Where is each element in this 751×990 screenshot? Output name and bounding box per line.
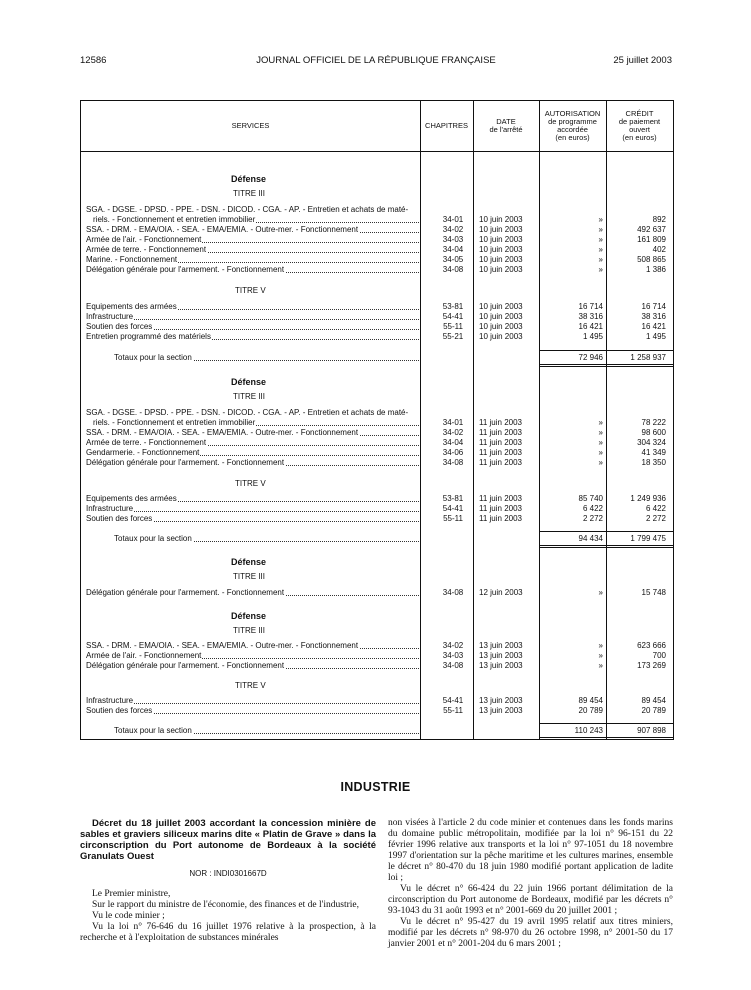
service-label: [93, 418, 419, 427]
chapter-cell: 34-08: [442, 265, 464, 274]
credit-cell: 508 865: [637, 255, 666, 264]
date-cell: 10 juin 2003: [479, 255, 523, 264]
total-row: [81, 534, 673, 543]
date-cell: 11 juin 2003: [479, 438, 522, 447]
service-text: SGA. - DGSE. - DPSD. - PPE. - DSN. - DICOD. - CGA. - AP. - Entretien et achats de maté-: [86, 408, 409, 417]
chapter-cell: 34-02: [442, 225, 464, 234]
authorization-cell: »: [598, 418, 603, 427]
authorization-cell: »: [598, 265, 603, 274]
credit-cell: 15 748: [641, 588, 666, 597]
total-text: Totaux pour la section: [114, 726, 192, 735]
table-header: [81, 101, 673, 152]
credits-table: [80, 100, 674, 740]
date-cell: 11 juin 2003: [479, 458, 522, 467]
header-ap-line: (en euros): [555, 133, 590, 142]
credit-cell: 1 495: [645, 332, 666, 341]
authorization-cell: »: [598, 588, 603, 597]
total-credit: 1 258 937: [630, 353, 666, 362]
chapter-cell: 34-06: [442, 448, 464, 457]
chapter-cell: 34-04: [442, 438, 464, 447]
chapter-cell: 53-81: [442, 302, 464, 311]
chapter-cell: 55-11: [443, 706, 463, 715]
authorization-cell: 16 714: [578, 302, 603, 311]
service-text: Soutien des forces: [86, 514, 153, 523]
service-label: [86, 438, 419, 447]
credit-cell: 6 422: [645, 504, 666, 513]
service-label: [86, 205, 419, 214]
header-cr-line: ouvert: [629, 125, 650, 134]
decree-paragraph: Vu la loi n° 76-646 du 16 juillet 1976 relative à la prospection, à la recherche et à l'exploitation de substances minérales: [80, 922, 376, 943]
table-row: [81, 438, 673, 447]
service-text: Délégation générale pour l'armement. - Fonctionnement: [86, 661, 285, 670]
service-label: [86, 448, 419, 457]
header-services: [81, 101, 420, 151]
service-label: [86, 332, 419, 341]
total-double-rule: [539, 545, 673, 548]
date-cell: 10 juin 2003: [479, 312, 523, 321]
credit-cell: 98 600: [641, 428, 666, 437]
section-title-defense: Défense: [231, 557, 267, 567]
service-text: SSA. - DRM. - EMA/OIA. - SEA. - EMA/EMIA. - Outre-mer. - Fonctionnement: [86, 428, 359, 437]
date-cell: 10 juin 2003: [479, 235, 523, 244]
table-row: [81, 706, 673, 715]
table-row: [81, 514, 673, 523]
date-cell: 10 juin 2003: [479, 225, 523, 234]
chapter-cell: 34-02: [442, 428, 464, 437]
service-label: [86, 494, 419, 503]
total-double-rule: [539, 737, 673, 740]
total-authorization: 94 434: [578, 534, 603, 543]
credit-cell: 492 637: [637, 225, 666, 234]
total-authorization: 72 946: [578, 353, 603, 362]
titre-iii-label: TITRE III: [233, 392, 265, 401]
total-double-rule: [539, 364, 673, 367]
credit-cell: 78 222: [641, 418, 666, 427]
credit-cell: 1 386: [645, 265, 666, 274]
authorization-cell: »: [598, 428, 603, 437]
decree-paragraph: non visées à l'article 2 du code minier et contenues dans les fonds marins du domaine public métropolitain, modifiée par la loi n° 96-151 du 22 février 1996 relative aux transports et la loi n° 97-1051 du 18 novembre 1997 d'orientation sur la pêche maritime et les cultures marines, ensemble le décret n° 80-470 du 18 juin 1980 modifié portant application de ladite loi ;: [388, 818, 673, 883]
chapter-cell: 34-01: [442, 418, 464, 427]
decree-title: Décret du 18 juillet 2003 accordant la concession minière de sables et graviers siliceux marins dite « Platin de Grave » dans la circonscription du Port autonome de Bordeaux à la société Granulats Ouest: [80, 818, 376, 862]
service-label: [86, 696, 419, 705]
table-row: [81, 235, 673, 244]
titre-iii-label: TITRE III: [233, 189, 265, 198]
chapter-cell: 34-04: [442, 245, 464, 254]
date-cell: 10 juin 2003: [479, 322, 523, 331]
page-number: 12586: [80, 55, 107, 66]
service-text: Armée de terre. - Fonctionnement: [86, 438, 207, 447]
service-text: Armée de l'air. - Fonctionnement: [86, 235, 202, 244]
service-text: Equipements des armées: [86, 302, 177, 311]
date-cell: 11 juin 2003: [479, 514, 522, 523]
table-row: [81, 332, 673, 341]
credit-cell: 173 269: [637, 661, 666, 670]
credit-cell: 623 666: [637, 641, 666, 650]
service-text: Armée de l'air. - Fonctionnement: [86, 651, 202, 660]
titre-iii-label: TITRE III: [233, 572, 265, 581]
authorization-cell: »: [598, 438, 603, 447]
service-label: [86, 661, 419, 670]
decree-paragraph: Vu le décret n° 66-424 du 22 juin 1966 portant délimitation de la circonscription du Port autonome de Bordeaux, modifié par les décrets n° 93-1043 du 31 août 1993 et n° 2001-669 du 20 juillet 2001 ;: [388, 884, 673, 916]
header-chapitres: [420, 101, 473, 151]
chapter-cell: 55-11: [443, 322, 463, 331]
header-chapitres-label: CHAPITRES: [425, 121, 468, 130]
service-label: [86, 235, 419, 244]
header-date: [473, 101, 539, 151]
authorization-cell: »: [598, 245, 603, 254]
header-date-line: DATE: [496, 117, 516, 126]
service-text: Gendarmerie. - Fonctionnement: [86, 448, 200, 457]
table-row: [81, 588, 673, 597]
header-credit: [606, 101, 673, 151]
total-text: Totaux pour la section: [114, 353, 192, 362]
authorization-cell: »: [598, 651, 603, 660]
service-label: [86, 651, 419, 660]
service-label: [93, 215, 419, 224]
table-row: [81, 661, 673, 670]
date-cell: 13 juin 2003: [479, 651, 523, 660]
date-cell: 13 juin 2003: [479, 706, 523, 715]
decree-paragraph: Vu le code minier ;: [92, 911, 165, 921]
total-label: [114, 726, 419, 735]
service-text: Armée de terre. - Fonctionnement: [86, 245, 207, 254]
leader-dots: [86, 511, 419, 512]
table-row: [81, 302, 673, 311]
authorization-cell: »: [598, 235, 603, 244]
decree-paragraph: Le Premier ministre,: [92, 889, 171, 899]
credit-cell: 402: [652, 245, 666, 254]
header-autorisation: [539, 101, 606, 151]
chapter-cell: 54-41: [442, 696, 464, 705]
table-row: [81, 418, 673, 427]
service-text: Délégation générale pour l'armement. - Fonctionnement: [86, 265, 285, 274]
service-label: [86, 322, 419, 331]
table-row: [81, 312, 673, 321]
total-label: [114, 353, 419, 362]
titre-v-label: TITRE V: [235, 479, 266, 488]
service-label: [86, 408, 419, 417]
authorization-cell: »: [598, 225, 603, 234]
section-title-defense: Défense: [231, 611, 267, 621]
authorization-cell: 1 495: [582, 332, 603, 341]
authorization-cell: »: [598, 458, 603, 467]
authorization-cell: »: [598, 255, 603, 264]
table-row: [81, 651, 673, 660]
table-row: [81, 255, 673, 264]
header-ap-line: accordée: [557, 125, 588, 134]
chapter-cell: 34-08: [442, 661, 464, 670]
service-text: Délégation générale pour l'armement. - Fonctionnement: [86, 458, 285, 467]
credit-cell: 2 272: [645, 514, 666, 523]
titre-iii-label: TITRE III: [233, 626, 265, 635]
table-row: [81, 225, 673, 234]
chapter-cell: 34-03: [442, 651, 464, 660]
authorization-cell: 85 740: [578, 494, 603, 503]
chapter-cell: 54-41: [442, 312, 464, 321]
date-cell: 10 juin 2003: [479, 265, 523, 274]
table-row: [81, 428, 673, 437]
table-row: [81, 265, 673, 274]
service-label: [86, 245, 419, 254]
total-credit: 1 799 475: [630, 534, 666, 543]
header-ap-line: AUTORISATION: [544, 109, 601, 118]
section-title-defense: Défense: [231, 377, 267, 387]
authorization-cell: »: [598, 661, 603, 670]
table-row: [81, 322, 673, 331]
section-heading-industrie: INDUSTRIE: [340, 780, 411, 794]
service-text: riels. - Fonctionnement et entretien immobilier: [93, 418, 256, 427]
credit-cell: 161 809: [637, 235, 666, 244]
chapter-cell: 34-02: [442, 641, 464, 650]
total-rule: [539, 350, 673, 351]
issue-date: 25 juillet 2003: [613, 55, 672, 66]
service-text: Marine. - Fonctionnement: [86, 255, 178, 264]
service-label: [86, 312, 419, 321]
header-services-label: SERVICES: [231, 121, 270, 130]
journal-title: JOURNAL OFFICIEL DE LA RÉPUBLIQUE FRANÇAISE: [256, 55, 496, 66]
decree-paragraph: Sur le rapport du ministre de l'économie, des finances et de l'industrie,: [92, 900, 359, 910]
service-label: [86, 265, 419, 274]
credit-cell: 20 789: [641, 706, 666, 715]
header-cr-line: (en euros): [622, 133, 657, 142]
credit-cell: 1 249 936: [630, 494, 666, 503]
page-header: [78, 55, 674, 69]
credit-cell: 892: [652, 215, 666, 224]
header-cr-line: de paiement: [618, 117, 661, 126]
date-cell: 13 juin 2003: [479, 641, 523, 650]
header-cr-line: CRÉDIT: [625, 109, 654, 118]
header-date-line: de l'arrêté: [489, 125, 523, 134]
authorization-cell: 20 789: [578, 706, 603, 715]
service-text: Délégation générale pour l'armement. - Fonctionnement: [86, 588, 285, 597]
nor-reference: NOR : INDI0301667D: [189, 869, 267, 878]
chapter-cell: 55-21: [442, 332, 464, 341]
chapter-cell: 34-05: [442, 255, 464, 264]
service-text: SSA. - DRM. - EMA/OIA. - SEA. - EMA/EMIA. - Outre-mer. - Fonctionnement: [86, 225, 359, 234]
table-row: [81, 215, 673, 224]
date-cell: 12 juin 2003: [479, 588, 523, 597]
total-label: [114, 534, 419, 543]
service-text: SGA. - DGSE. - DPSD. - PPE. - DSN. - DICOD. - CGA. - AP. - Entretien et achats de maté-: [86, 205, 409, 214]
table-row: [81, 504, 673, 513]
table-row: [81, 494, 673, 503]
total-credit: 907 898: [637, 726, 666, 735]
authorization-cell: »: [598, 215, 603, 224]
date-cell: 10 juin 2003: [479, 215, 523, 224]
date-cell: 11 juin 2003: [479, 504, 522, 513]
decree-column-left: [80, 818, 376, 944]
table-row: [81, 458, 673, 467]
date-cell: 13 juin 2003: [479, 696, 523, 705]
chapter-cell: 55-11: [443, 514, 463, 523]
service-label: [86, 514, 419, 523]
date-cell: 10 juin 2003: [479, 332, 523, 341]
service-text: Equipements des armées: [86, 494, 177, 503]
chapter-cell: 53-81: [442, 494, 464, 503]
authorization-cell: »: [598, 448, 603, 457]
service-label: [86, 504, 419, 513]
authorization-cell: »: [598, 641, 603, 650]
chapter-cell: 34-01: [442, 215, 464, 224]
credit-cell: 89 454: [641, 696, 666, 705]
service-label: [86, 706, 419, 715]
credit-cell: 16 714: [641, 302, 666, 311]
credit-cell: 16 421: [641, 322, 666, 331]
service-text: Soutien des forces: [86, 706, 153, 715]
service-label: [86, 641, 419, 650]
table-row: [81, 641, 673, 650]
total-rule: [539, 723, 673, 724]
chapter-cell: 54-41: [442, 504, 464, 513]
chapter-cell: 34-08: [442, 588, 464, 597]
credit-cell: 18 350: [641, 458, 666, 467]
section-title-defense: Défense: [231, 174, 267, 184]
authorization-cell: 89 454: [578, 696, 603, 705]
table-row-line: [81, 408, 673, 417]
date-cell: 11 juin 2003: [479, 494, 522, 503]
credit-cell: 38 316: [641, 312, 666, 321]
service-label: [86, 225, 419, 234]
date-cell: 11 juin 2003: [479, 448, 522, 457]
service-text: riels. - Fonctionnement et entretien immobilier: [93, 215, 256, 224]
authorization-cell: 2 272: [582, 514, 603, 523]
credit-cell: 700: [652, 651, 666, 660]
decree-paragraph: Vu le décret n° 95-427 du 19 avril 1995 relatif aux titres miniers, modifié par les décrets n° 98-970 du 26 octobre 1998, n° 2001-50 du 17 janvier 2001 et n° 2001-204 du 6 mars 2001 ;: [388, 917, 673, 949]
total-row: [81, 726, 673, 735]
date-cell: 10 juin 2003: [479, 302, 523, 311]
service-text: Infrastructure: [86, 696, 134, 705]
service-text: Infrastructure: [86, 504, 134, 513]
total-row: [81, 353, 673, 362]
total-authorization: 110 243: [574, 726, 603, 735]
chapter-cell: 34-03: [442, 235, 464, 244]
service-text: Entretien programmé des matériels: [86, 332, 211, 341]
titre-v-label: TITRE V: [235, 286, 266, 295]
authorization-cell: 38 316: [578, 312, 603, 321]
service-text: Infrastructure: [86, 312, 134, 321]
credit-cell: 41 349: [641, 448, 666, 457]
date-cell: 13 juin 2003: [479, 661, 523, 670]
table-row: [81, 448, 673, 457]
leader-dots: [86, 319, 419, 320]
total-text: Totaux pour la section: [114, 534, 192, 543]
table-row: [81, 696, 673, 705]
authorization-cell: 6 422: [582, 504, 603, 513]
service-label: [86, 428, 419, 437]
header-ap-line: de programme: [548, 117, 597, 126]
table-row: [81, 245, 673, 254]
total-rule: [539, 531, 673, 532]
date-cell: 11 juin 2003: [479, 418, 522, 427]
authorization-cell: 16 421: [578, 322, 603, 331]
date-cell: 11 juin 2003: [479, 428, 522, 437]
credit-cell: 304 324: [637, 438, 666, 447]
service-label: [86, 255, 419, 264]
service-label: [86, 302, 419, 311]
service-label: [86, 458, 419, 467]
leader-dots: [86, 703, 419, 704]
decree-column-right: [388, 818, 673, 950]
chapter-cell: 34-08: [442, 458, 464, 467]
service-text: Soutien des forces: [86, 322, 153, 331]
service-text: SSA. - DRM. - EMA/OIA. - SEA. - EMA/EMIA. - Outre-mer. - Fonctionnement: [86, 641, 359, 650]
titre-v-label: TITRE V: [235, 681, 266, 690]
date-cell: 10 juin 2003: [479, 245, 523, 254]
service-label: [86, 588, 419, 597]
table-row-line: [81, 205, 673, 214]
